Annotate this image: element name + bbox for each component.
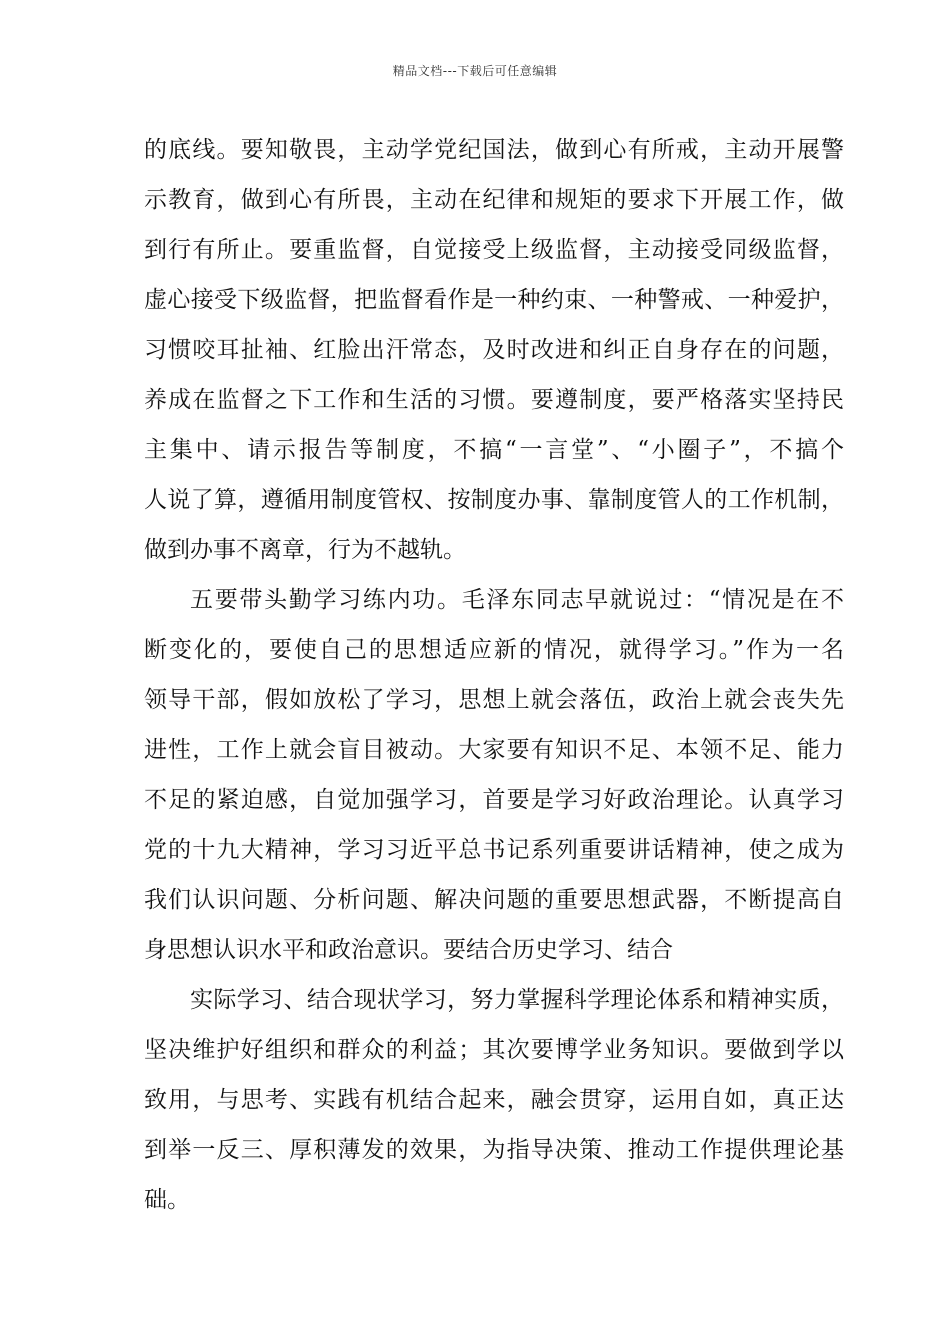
paragraph-2-line-7: 我们认识问题、分析问题、解决问题的重要思想武器，不断提高自 (144, 887, 844, 913)
paragraph-2-line-3: 领导干部，假如放松了学习，思想上就会落伍，政治上就会丧失先 (144, 687, 844, 713)
paragraph-3-line-5: 础。 (144, 1187, 190, 1213)
paragraph-2-line-6: 党的十九大精神，学习习近平总书记系列重要讲话精神，使之成为 (144, 837, 844, 863)
paragraph-3-line-3: 致用，与思考、实践有机结合起来，融会贯穿，运用自如，真正达 (144, 1087, 844, 1113)
paragraph-1-line-5: 习惯咬耳扯袖、红脸出汗常态，及时改进和纠正自身存在的问题， (144, 337, 844, 363)
paragraph-2-line-4: 进性，工作上就会盲目被动。大家要有知识不足、本领不足、能力 (144, 737, 844, 763)
paragraph-1-line-7: 主集中、请示报告等制度，不搞“一言堂”、“小圈子”，不搞个 (144, 437, 844, 463)
paragraph-1-line-2: 示教育，做到心有所畏，主动在纪律和规矩的要求下开展工作，做 (144, 187, 844, 213)
paragraph-1-line-8: 人说了算，遵循用制度管权、按制度办事、靠制度管人的工作机制， (144, 487, 844, 513)
paragraph-1-line-9: 做到办事不离章，行为不越轨。 (144, 537, 466, 563)
paragraph-2-line-5: 不足的紧迫感，自觉加强学习，首要是学习好政治理论。认真学习 (144, 787, 844, 813)
paragraph-3-line-4: 到举一反三、厚积薄发的效果，为指导决策、推动工作提供理论基 (144, 1137, 844, 1163)
paragraph-3-line-1: 实际学习、结合现状学习，努力掌握科学理论体系和精神实质， (190, 987, 844, 1013)
paragraph-3-line-2: 坚决维护好组织和群众的利益；其次要博学业务知识。要做到学以 (144, 1037, 844, 1063)
paragraph-1-line-3: 到行有所止。要重监督，自觉接受上级监督，主动接受同级监督， (144, 237, 844, 263)
paragraph-1-line-6: 养成在监督之下工作和生活的习惯。要遵制度，要严格落实坚持民 (144, 387, 844, 413)
paragraph-2-line-2: 断变化的，要使自己的思想适应新的情况，就得学习。”作为一名 (144, 637, 844, 663)
paragraph-2-line-1: 五要带头勤学习练内功。毛泽东同志早就说过：“情况是在不 (190, 587, 844, 613)
page-header: 精品文档---下载后可任意编辑 (392, 64, 558, 78)
paragraph-1-line-1: 的底线。要知敬畏，主动学党纪国法，做到心有所戒，主动开展警 (144, 137, 844, 163)
paragraph-2-line-8: 身思想认识水平和政治意识。要结合历史学习、结合 (144, 937, 673, 963)
paragraph-1-line-4: 虚心接受下级监督，把监督看作是一种约束、一种警戒、一种爱护， (144, 287, 844, 313)
